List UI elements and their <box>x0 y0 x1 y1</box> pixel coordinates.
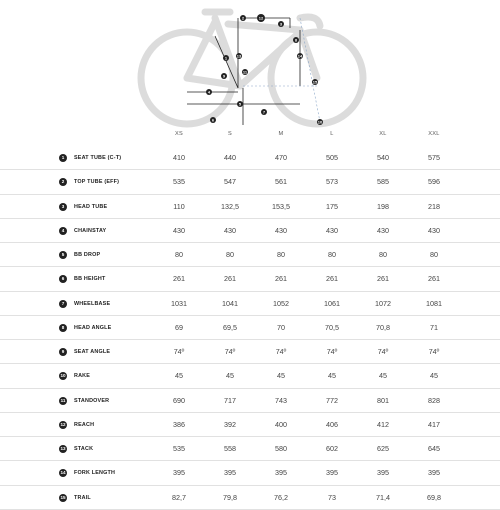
value-cell-xs: 261 <box>173 274 185 284</box>
table-row <box>0 413 500 437</box>
measurement-number-badge: 5 <box>59 251 67 259</box>
table-row <box>0 243 500 267</box>
callout-number: 9 <box>222 73 226 79</box>
value-cell-m: 74º <box>275 347 287 356</box>
value-cell-xl: 430 <box>377 225 389 235</box>
measurement-number-badge: 7 <box>59 300 67 308</box>
value-cell-xxl: 80 <box>430 250 438 259</box>
measurement-name: HEAD ANGLE <box>74 324 112 331</box>
size-header-xl: XL <box>379 131 387 137</box>
geometry-table <box>0 126 500 510</box>
value-cell-xs: 690 <box>173 395 185 405</box>
value-cell-xl: 261 <box>377 274 389 284</box>
measurement-number-badge: 1 <box>59 154 67 162</box>
value-cell-xs: 74º <box>173 347 185 356</box>
value-cell-xs: 386 <box>173 419 185 429</box>
measurement-name: BB DROP <box>74 252 101 258</box>
callout-number: 5 <box>238 101 242 107</box>
measurement-number-badge: 15 <box>60 494 66 500</box>
value-cell-xs: 535 <box>173 444 185 453</box>
measurement-name: TRAIL <box>74 494 91 501</box>
value-cell-xl: 412 <box>377 419 389 429</box>
callout-number: 7 <box>262 109 266 115</box>
value-cell-xxl: 645 <box>428 444 440 453</box>
value-cell-m: 153,5 <box>272 201 290 211</box>
table-row <box>0 461 500 485</box>
value-cell-s: 440 <box>224 153 236 162</box>
table-rows <box>0 146 500 510</box>
value-cell-xl: 540 <box>377 153 389 162</box>
size-header-l: L <box>330 131 334 137</box>
value-cell-xl: 71,4 <box>376 492 390 502</box>
value-cell-xxl: 575 <box>428 153 440 162</box>
measurement-number-badge: 11 <box>60 397 66 403</box>
value-cell-l: 395 <box>326 468 338 478</box>
callout-number: 6 <box>211 117 215 123</box>
value-cell-m: 561 <box>275 177 287 187</box>
measurement-number-badge: 10 <box>60 373 66 379</box>
measurement-name: REACH <box>74 421 95 428</box>
value-cell-l: 261 <box>326 274 338 284</box>
value-cell-l: 406 <box>326 419 338 429</box>
table-row <box>0 389 500 413</box>
value-cell-xxl: 45 <box>430 371 438 381</box>
value-cell-l: 70,5 <box>325 322 339 332</box>
value-cell-l: 573 <box>326 177 338 187</box>
measurement-number-badge: 8 <box>59 324 67 332</box>
callout-number: 2 <box>241 15 245 21</box>
value-cell-s: 132,5 <box>221 201 239 211</box>
value-cell-xl: 1072 <box>375 298 391 308</box>
measurement-name: HEAD TUBE <box>74 203 108 210</box>
value-cell-s: 1041 <box>222 298 238 308</box>
value-cell-m: 430 <box>275 225 287 235</box>
size-header-row <box>0 126 500 146</box>
size-header-m: M <box>278 131 284 137</box>
callout-number: 3 <box>279 21 283 27</box>
measurement-name: STANDOVER <box>74 397 110 404</box>
value-cell-xs: 410 <box>173 153 185 162</box>
value-cell-xl: 74º <box>377 347 389 356</box>
value-cell-l: 1061 <box>324 298 340 308</box>
size-header-s: S <box>227 131 233 137</box>
measurement-number-badge: 4 <box>59 227 67 235</box>
value-cell-m: 395 <box>275 468 287 478</box>
value-cell-xxl: 395 <box>428 468 440 478</box>
value-cell-s: 558 <box>224 444 236 453</box>
measurement-name: SEAT TUBE (C-T) <box>74 155 122 161</box>
table-row <box>0 340 500 364</box>
value-cell-m: 743 <box>275 395 287 405</box>
value-cell-xxl: 1081 <box>426 298 442 308</box>
value-cell-s: 80 <box>226 250 234 259</box>
value-cell-xs: 1031 <box>171 298 187 308</box>
measurement-number-badge: 12 <box>60 421 66 427</box>
measurement-name: CHAINSTAY <box>74 227 107 234</box>
callout-number: 13 <box>236 53 242 59</box>
value-cell-xl: 45 <box>379 371 387 381</box>
value-cell-s: 395 <box>224 468 236 478</box>
table-row <box>0 292 500 316</box>
value-cell-xl: 585 <box>377 177 389 187</box>
value-cell-s: 392 <box>224 419 236 429</box>
value-cell-xs: 45 <box>175 371 183 381</box>
value-cell-l: 505 <box>326 153 338 162</box>
measurement-number-badge: 13 <box>60 446 66 451</box>
value-cell-xs: 69 <box>175 322 183 332</box>
measurement-number-badge: 9 <box>59 348 67 356</box>
value-cell-xxl: 261 <box>428 274 440 284</box>
callout-number: 15 <box>312 79 318 85</box>
value-cell-xs: 430 <box>173 225 185 235</box>
value-cell-xxl: 417 <box>428 419 440 429</box>
table-row <box>0 170 500 194</box>
value-cell-m: 580 <box>275 444 287 453</box>
value-cell-s: 69,5 <box>223 322 237 332</box>
value-cell-m: 80 <box>277 250 285 259</box>
value-cell-xl: 395 <box>377 468 389 478</box>
value-cell-xl: 801 <box>377 395 389 405</box>
value-cell-xxl: 71 <box>430 322 438 332</box>
value-cell-l: 772 <box>326 395 338 405</box>
value-cell-l: 175 <box>326 201 338 211</box>
size-header-xxl: XXL <box>428 131 440 137</box>
measurement-name: TOP TUBE (EFF) <box>74 179 120 186</box>
table-row <box>0 316 500 340</box>
value-cell-xs: 80 <box>175 250 183 259</box>
measurement-number-badge: 14 <box>60 470 66 476</box>
table-row <box>0 437 500 461</box>
value-cell-m: 470 <box>275 153 287 162</box>
measurement-number-badge: 6 <box>59 275 67 283</box>
measurement-name: RAKE <box>74 373 91 380</box>
value-cell-xs: 82,7 <box>172 492 186 502</box>
callout-number: 1 <box>224 55 228 61</box>
value-cell-xxl: 218 <box>428 201 440 211</box>
value-cell-xs: 110 <box>173 201 185 211</box>
value-cell-l: 45 <box>328 371 336 381</box>
value-cell-s: 430 <box>224 225 236 235</box>
value-cell-s: 261 <box>224 274 236 284</box>
value-cell-xl: 625 <box>377 444 389 453</box>
callout-number: 10 <box>317 119 323 125</box>
value-cell-xxl: 430 <box>428 225 440 235</box>
table-row <box>0 146 500 170</box>
measurement-name: FORK LENGTH <box>74 470 116 477</box>
table-row <box>0 486 500 510</box>
value-cell-s: 717 <box>224 395 236 405</box>
bike-frame-illustration <box>141 12 363 124</box>
measurement-name: BB HEIGHT <box>74 276 106 283</box>
value-cell-xl: 80 <box>379 250 387 259</box>
measurement-number-badge: 2 <box>59 178 67 186</box>
measurement-name: STACK <box>74 446 94 452</box>
value-cell-s: 74º <box>224 347 236 356</box>
value-cell-s: 79,8 <box>223 492 237 502</box>
value-cell-xs: 535 <box>173 177 185 187</box>
value-cell-s: 45 <box>226 371 234 381</box>
value-cell-l: 80 <box>328 250 336 259</box>
value-cell-l: 74º <box>326 347 338 356</box>
value-cell-s: 547 <box>224 177 236 187</box>
value-cell-xl: 70,8 <box>376 322 390 332</box>
callout-number: 14 <box>297 53 303 59</box>
measurement-number-badge: 3 <box>59 203 67 211</box>
table-row <box>0 219 500 243</box>
value-cell-xxl: 69,8 <box>427 492 441 502</box>
value-cell-l: 430 <box>326 225 338 235</box>
value-cell-m: 45 <box>277 371 285 381</box>
measurement-name: WHEELBASE <box>74 300 111 307</box>
table-row <box>0 195 500 219</box>
callout-number: 11 <box>242 69 248 75</box>
measurement-name: SEAT ANGLE <box>74 349 111 355</box>
value-cell-xxl: 74º <box>428 347 440 356</box>
value-cell-xl: 198 <box>377 201 389 211</box>
callout-number: 4 <box>207 89 211 95</box>
table-row <box>0 364 500 388</box>
value-cell-m: 261 <box>275 274 287 284</box>
value-cell-xxl: 596 <box>428 177 440 187</box>
table-row <box>0 267 500 291</box>
value-cell-xxl: 828 <box>428 395 440 405</box>
value-cell-m: 70 <box>277 322 285 332</box>
value-cell-m: 400 <box>275 419 287 429</box>
callout-number: 8 <box>294 37 298 43</box>
value-cell-xs: 395 <box>173 468 185 478</box>
callout-number: 12 <box>258 15 264 21</box>
size-header-xs: XS <box>174 131 184 137</box>
value-cell-m: 1052 <box>273 298 289 308</box>
value-cell-l: 602 <box>326 444 338 453</box>
bike-geometry-diagram <box>0 0 500 130</box>
value-cell-l: 73 <box>328 492 336 502</box>
value-cell-m: 76,2 <box>274 492 288 502</box>
